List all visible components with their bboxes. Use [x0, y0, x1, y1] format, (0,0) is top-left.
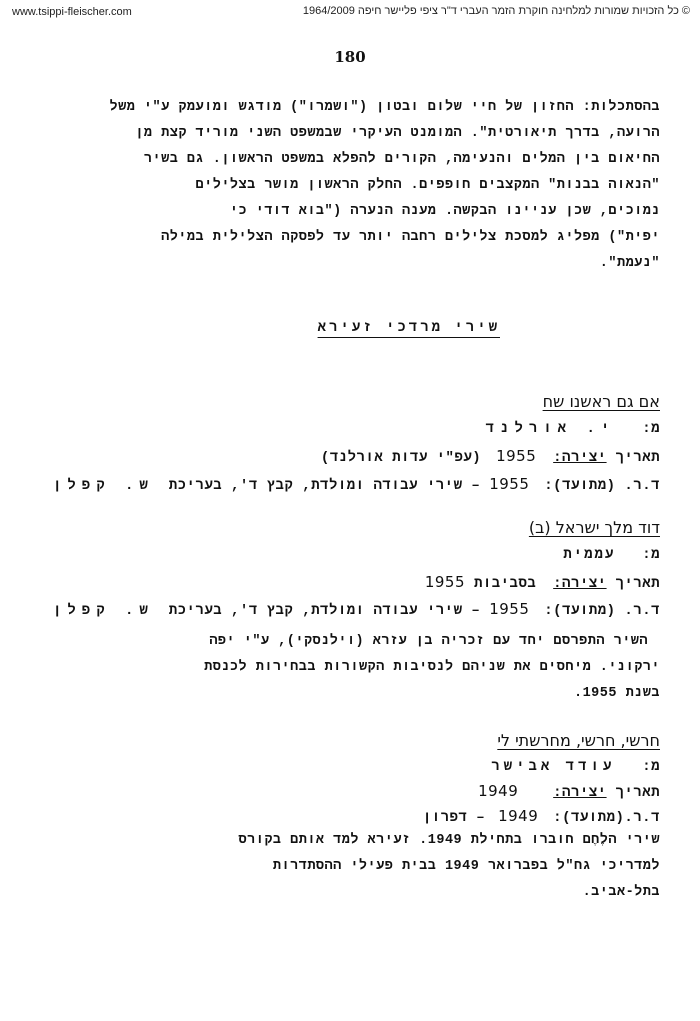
date-value: 1949 — [478, 782, 519, 800]
publication-year: 1955 — [489, 600, 530, 618]
date-label: תאריך — [615, 450, 660, 466]
publication-row — [423, 807, 660, 826]
date-row — [425, 573, 660, 592]
publication-year: 1949 — [498, 807, 539, 825]
section-title: שירי מרדכי זעירא — [317, 320, 500, 336]
song-title: חרשי, חרשי, מחרשתי לי — [497, 731, 660, 750]
date-value: 1955 — [424, 573, 466, 591]
publication-text: – דפרון — [422, 810, 486, 826]
publication-text: – שירי עבודה ומולדת, קבץ ד', בעריכת — [168, 478, 481, 494]
intro-line: נמוכים, שכן עניינו הבקשה. מענה הנערה ("בוא דודי כי — [229, 204, 660, 219]
publication-row — [53, 475, 660, 494]
date-label: תאריך — [615, 785, 660, 801]
words-row — [491, 759, 660, 775]
date-row — [321, 447, 660, 466]
song-title: אם גם ראשנו שח — [542, 392, 660, 411]
publication-label: ד.ר. (מתועד): — [544, 603, 660, 619]
intro-line: בהסתכלות: החזון של חיי שלום ובטון ("ושמרו") מודגש ומועמק ע"י משל — [109, 100, 660, 115]
publication-label: ד.ר. (מתועד): — [544, 478, 660, 494]
intro-line: "נעמת". — [599, 256, 660, 271]
intro-line: החיאום בין המלים והנעימה, הקורים להפלא במשפט הראשון. גם בשיר — [143, 152, 660, 167]
date-label-underlined: יצירה: — [553, 576, 607, 592]
publication-row — [53, 600, 660, 619]
words-row — [486, 421, 660, 437]
page-number: 180 — [334, 48, 366, 66]
intro-line: "הנאוה בבנות" המקצבים חופפים. החלק הראשון מושר בצלילים — [195, 178, 660, 193]
copyright-notice: © כל הזכויות שמורות למלחינה חוקרת הזמר העברי ד"ר ציפי פליישר חיפה 1964/2009 — [302, 5, 690, 17]
note-line: בתל-אביב. — [582, 885, 660, 900]
date-note: (עפ"י עדות אורלנד) — [320, 450, 482, 466]
note-line: שירי הלֶחֶם חוברו בתחילת 1949. זעירא למד אותם בקורס — [238, 833, 660, 848]
date-label: תאריך — [615, 576, 660, 592]
words-label: מ: — [642, 421, 660, 437]
publication-editor: ש. קפלן — [53, 478, 154, 494]
words-author: עודד אבישר — [491, 759, 616, 775]
words-label: מ: — [642, 759, 660, 775]
site-url[interactable]: www.tsippi-fleischer.com — [12, 6, 132, 18]
date-row — [478, 782, 660, 801]
words-author: עממית — [563, 547, 616, 563]
note-line: השיר התפרסם יחד עם זכריה בן עזרא (וילנסקי), ע"י יפה — [209, 634, 648, 649]
date-value: 1955 — [496, 447, 537, 465]
date-label-underlined: יצירה: — [553, 450, 607, 466]
note-line: ירקוני. מיחסים את שניהם לנסיבות הקשורות בבחירות לכנסת — [204, 660, 660, 675]
words-row — [563, 547, 660, 563]
publication-text: – שירי עבודה ומולדת, קבץ ד', בעריכת — [168, 603, 481, 619]
publication-label: ד.ר.(מתועד): — [553, 810, 660, 826]
publication-editor: ש. קפלן — [53, 603, 154, 619]
words-label: מ: — [642, 547, 660, 563]
words-author: י. אורלנד — [485, 421, 616, 437]
song-title: דוד מלך ישראל (ב) — [528, 518, 660, 537]
intro-line: הרועה, בדרך תיאורטית". המומנט העיקרי שבמשפט השני מוריד קצת מן — [135, 126, 660, 141]
intro-line: יפית") מפליג למסכת צלילים רחבה יותר עד לפסקה הצלילית במילה — [161, 230, 660, 245]
date-prefix: בסביבות — [473, 576, 537, 592]
note-line: למדריכי גח"ל בפברואר 1949 בבית פעילי ההסתדרות — [272, 859, 660, 874]
note-line: בשנת 1955. — [573, 686, 660, 701]
publication-year: 1955 — [489, 475, 530, 493]
date-label-underlined: יצירה: — [553, 785, 607, 801]
